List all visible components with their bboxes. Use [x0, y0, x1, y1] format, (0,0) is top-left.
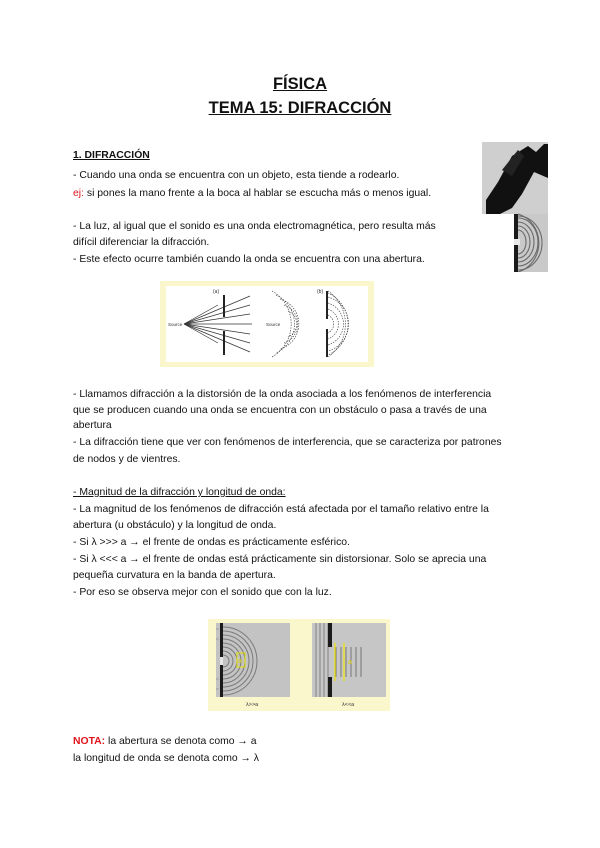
paragraph: - La magnitud de los fenómenos de difracción está afectada por el tamaño relativo entre la: [73, 504, 489, 515]
paragraph: - Este efecto ocurre también cuando la onda se encuentra con una abertura.: [73, 254, 425, 265]
wave-diagram: [160, 281, 374, 367]
source-label-a: Source: [168, 322, 183, 327]
paragraph: pequeña curvatura en la banda de apertura.: [73, 570, 276, 581]
aperture-mark-left: a: [238, 658, 242, 665]
note-line: [73, 735, 256, 749]
diffraction-photo: [482, 142, 548, 272]
paragraph: - Si λ >>> a → el frente de ondas es prácticamente esférico.: [73, 537, 350, 548]
paragraph: difícil diferenciar la difracción.: [73, 237, 210, 248]
comparison-figure-svg: [208, 619, 390, 711]
aperture-mark-right: a: [348, 659, 352, 666]
subsection-heading: - Magnitud de la difracción y longitud de onda:: [73, 487, 286, 498]
comparison-figure: [208, 619, 390, 711]
paragraph: abertura: [73, 420, 112, 431]
paragraph: - Llamamos difracción a la distorsión de la onda asociada a los fenómenos de interferencia: [73, 389, 492, 400]
wave-diagram-svg: [160, 281, 374, 367]
paragraph: que se producen cuando una onda se encuentra con un obstáculo o pasa a través de una: [73, 405, 487, 416]
note-line: la longitud de onda se denota como → λ: [73, 753, 260, 764]
note-text: la abertura se denota como → a: [105, 736, 257, 747]
left-caption: λ>>a: [246, 702, 259, 708]
diffraction-photo-svg: [482, 142, 548, 272]
paragraph: - La difracción tiene que ver con fenómenos de interferencia, que se caracteriza por patrones: [73, 437, 502, 448]
paragraph: - La luz, al igual que el sonido es una onda electromagnética, pero resulta más: [73, 221, 436, 232]
paragraph: - Cuando una onda se encuentra con un objeto, esta tiende a rodearlo.: [73, 170, 400, 181]
section-heading: 1. DIFRACCIÓN: [73, 150, 150, 161]
fig-b-label: (b): [317, 289, 324, 295]
example-label: ej:: [73, 188, 84, 199]
page-subject: FÍSICA: [272, 75, 328, 93]
note-label: NOTA:: [73, 736, 106, 747]
fig-a-label: (a): [213, 289, 220, 295]
source-label-b: Source: [266, 322, 281, 327]
right-caption: λ<<a: [342, 702, 355, 708]
paragraph: - Por eso se observa mejor con el sonido que con la luz.: [73, 587, 332, 598]
page-title: TEMA 15: DIFRACCIÓN: [208, 99, 392, 117]
paragraph: de nodos y de vientres.: [73, 454, 181, 465]
example-text: si pones la mano frente a la boca al hablar se escucha más o menos igual.: [83, 188, 432, 199]
paragraph: - Si λ <<< a → el frente de ondas está prácticamente sin distorsionar. Solo se aprecia una: [73, 554, 487, 565]
example-line: [73, 187, 431, 201]
paragraph: abertura (u obstáculo) y la longitud de onda.: [73, 520, 277, 531]
